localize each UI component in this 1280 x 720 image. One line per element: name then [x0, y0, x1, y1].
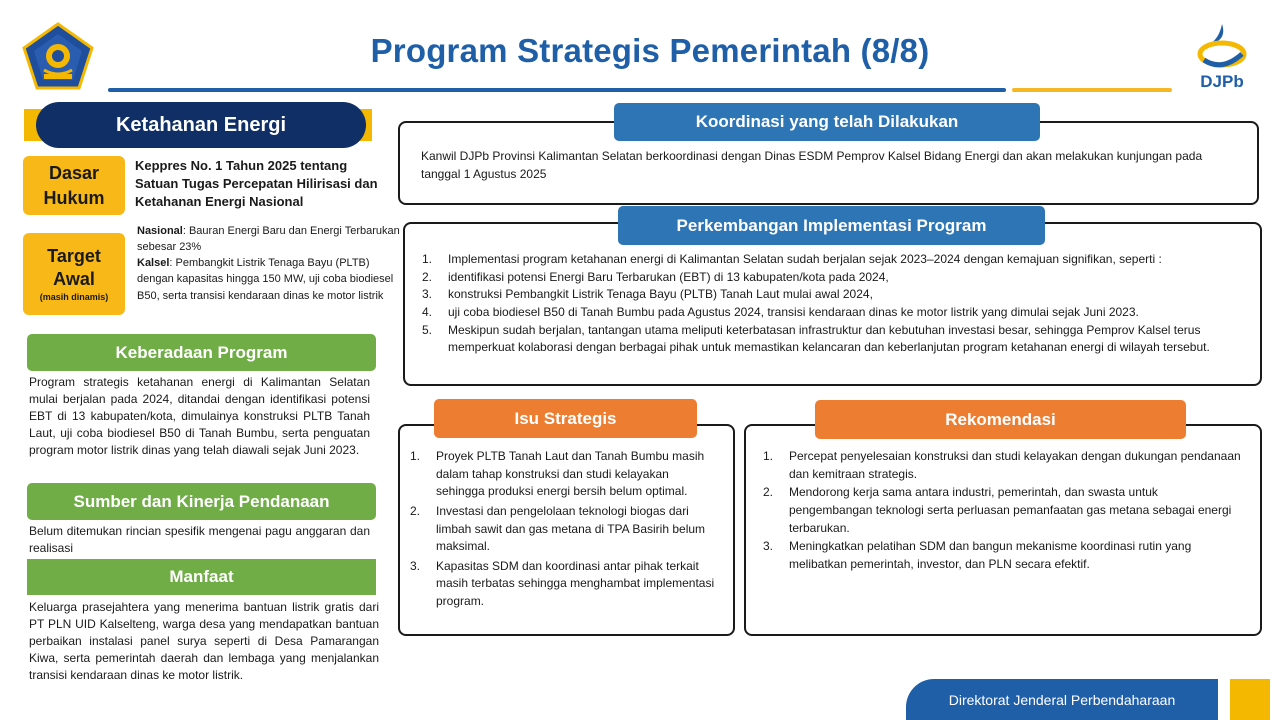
- sumber-pendanaan-header: Sumber dan Kinerja Pendanaan: [27, 483, 376, 520]
- list-item-number: 2.: [410, 503, 421, 518]
- list-item-text: Implementasi program ketahanan energi di Kalimantan Selatan sudah berjalan sejak 2023–2024 dengan kemajuan signifikan, seperti :: [448, 252, 1162, 266]
- isu-strategis-header: Isu Strategis: [434, 399, 697, 438]
- target-awal-label: [23, 233, 125, 315]
- list-item-text: Investasi dan pengelolaan teknologi biogas dari limbah sawit dan gas metana di TPA Basirih belum maksimal.: [436, 503, 706, 554]
- list-item: [422, 269, 1248, 287]
- list-item-number: 1.: [410, 449, 421, 463]
- list-item-number: 3.: [410, 558, 421, 573]
- rekomendasi-list: [763, 448, 1244, 574]
- list-item: [410, 448, 716, 501]
- list-item-text: Mendorong kerja sama antara industri, pemerintah, dan swasta untuk pengembangan teknologi serta perluasan pemanfaatan gas metana sebagai energi terbarukan.: [789, 485, 1232, 535]
- list-item: [410, 503, 716, 556]
- target-awal-label-line2: Awal: [53, 269, 95, 290]
- ministry-emblem-icon: [22, 22, 94, 90]
- list-item-number: 3.: [422, 287, 433, 302]
- perkembangan-header: Perkembangan Implementasi Program: [618, 206, 1045, 245]
- list-item-text: Meskipun sudah berjalan, tantangan utama meliputi keterbatasan infrastruktur dan kebutuhan investasi besar, sehingga Pemprov Kalsel terus memperkuat kolaborasi dengan berbagai pihak untuk memastikan kelancaran dan keberlanjutan program ketahanan energi di wilayah tersebut.: [448, 322, 1210, 355]
- list-item: [422, 286, 1248, 304]
- kalsel-label: Kalsel: [137, 257, 170, 270]
- list-item: [410, 558, 716, 611]
- page-title: Program Strategis Pemerintah (8/8): [370, 32, 930, 69]
- list-item: [763, 538, 1244, 573]
- kalsel-text: : Pembangkit Listrik Tenaga Bayu (PLTB) dengan kapasitas hingga 150 MW, uji coba biodiesel B50, serta transisi kendaraan dinas ke motor listrik: [137, 257, 394, 302]
- dasar-hukum-text: Keppres No. 1 Tahun 2025 tentang Satuan Tugas Percepatan Hilirisasi dan Ketahanan Energi Nasional: [135, 158, 378, 210]
- list-item-number: 1.: [422, 252, 433, 266]
- dasar-hukum-label-line2: Hukum: [43, 187, 105, 208]
- list-item-text: Percepat penyelesaian konstruksi dan studi kelayakan dengan dukungan pendanaan dan kemitraan strategis.: [789, 449, 1241, 481]
- list-item-text: identifikasi potensi Energi Baru Terbarukan (EBT) di 13 kabupaten/kota pada 2024,: [448, 269, 889, 284]
- list-item: [422, 304, 1248, 322]
- title-underline-blue: [108, 88, 1006, 92]
- perkembangan-list: [422, 251, 1248, 357]
- title-underline-gold: [1012, 88, 1172, 92]
- djpb-logo-text: DJPb: [1200, 72, 1244, 91]
- manfaat-text: Keluarga prasejahtera yang menerima bantuan listrik gratis dari PT PLN UID Kalselteng, warga desa yang mendapatkan bantuan perbaikan instalasi panel surya seperti di Desa Pamarangan Kiwa, serta pemerintah daerah dan lembaga yang menjalankan transisi kendaraan dinas ke motor listrik.: [29, 600, 379, 683]
- list-item-text: uji coba biodiesel B50 di Tanah Bumbu pada Agustus 2024, transisi kendaraan dinas ke motor listrik yang dimulai sejak Juni 2023.: [448, 304, 1139, 319]
- target-awal-note: (masih dinamis): [39, 291, 109, 302]
- dasar-hukum-label-line1: Dasar: [48, 163, 100, 184]
- nasional-text: : Bauran Energi Baru dan Energi Terbarukan sebesar 23%: [137, 225, 400, 254]
- section-title: Ketahanan Energi: [36, 102, 366, 148]
- list-item-number: 3.: [763, 539, 774, 554]
- footer-accent-block: [1230, 679, 1270, 720]
- footer-label: Direktorat Jenderal Perbendaharaan: [906, 679, 1218, 720]
- target-awal-text: [137, 223, 400, 304]
- list-item-text: konstruksi Pembangkit Listrik Tenaga Bayu (PLTB) Tanah Laut mulai awal 2024,: [448, 287, 873, 302]
- keberadaan-program-text: Program strategis ketahanan energi di Kalimantan Selatan mulai berjalan pada 2024, ditandai dengan identifikasi potensi EBT di 13 kabupaten/kota, dimulainya konstruksi PLTB Tanah Laut, uji coba biodiesel B50 di Tanah Bumbu, serta penguatan program motor listrik dinas yang telah diawali sejak Juni 2023.: [29, 375, 370, 458]
- list-item-number: 2.: [763, 485, 774, 500]
- list-item-number: 4.: [422, 304, 433, 319]
- nasional-label: Nasional: [137, 225, 183, 237]
- keberadaan-program-header: Keberadaan Program: [27, 334, 376, 371]
- list-item-number: 5.: [422, 322, 433, 337]
- target-awal-label-line1: Target: [47, 245, 101, 266]
- list-item-number: 2.: [422, 269, 433, 284]
- list-item: [422, 251, 1248, 269]
- sumber-pendanaan-text: Belum ditemukan rincian spesifik mengenai pagu anggaran dan realisasi: [29, 524, 370, 556]
- list-item: [763, 484, 1244, 537]
- manfaat-header: Manfaat: [27, 559, 376, 595]
- dasar-hukum-label: [23, 156, 125, 215]
- list-item: [763, 448, 1244, 483]
- koordinasi-header: Koordinasi yang telah Dilakukan: [614, 103, 1040, 141]
- list-item-text: Proyek PLTB Tanah Laut dan Tanah Bumbu masih dalam tahap konstruksi dan studi kelayakan sehingga produksi energi bersih belum optimal.: [436, 449, 705, 499]
- koordinasi-text: Kanwil DJPb Provinsi Kalimantan Selatan berkoordinasi dengan Dinas ESDM Pemprov Kalsel Bidang Energi dan akan melakukan kunjungan pada tanggal 1 Agustus 2025: [421, 149, 1203, 181]
- list-item-number: 1.: [763, 449, 774, 463]
- list-item-text: Kapasitas SDM dan koordinasi antar pihak terkait masih terbatas sehingga menghambat implementasi program.: [436, 558, 715, 608]
- isu-strategis-list: [410, 448, 716, 613]
- rekomendasi-header: Rekomendasi: [815, 400, 1186, 439]
- list-item-text: Meningkatkan pelatihan SDM dan bangun mekanisme koordinasi rutin yang melibatkan pemerintah, investor, dan PLN secara efektif.: [789, 539, 1192, 571]
- list-item: [422, 322, 1248, 357]
